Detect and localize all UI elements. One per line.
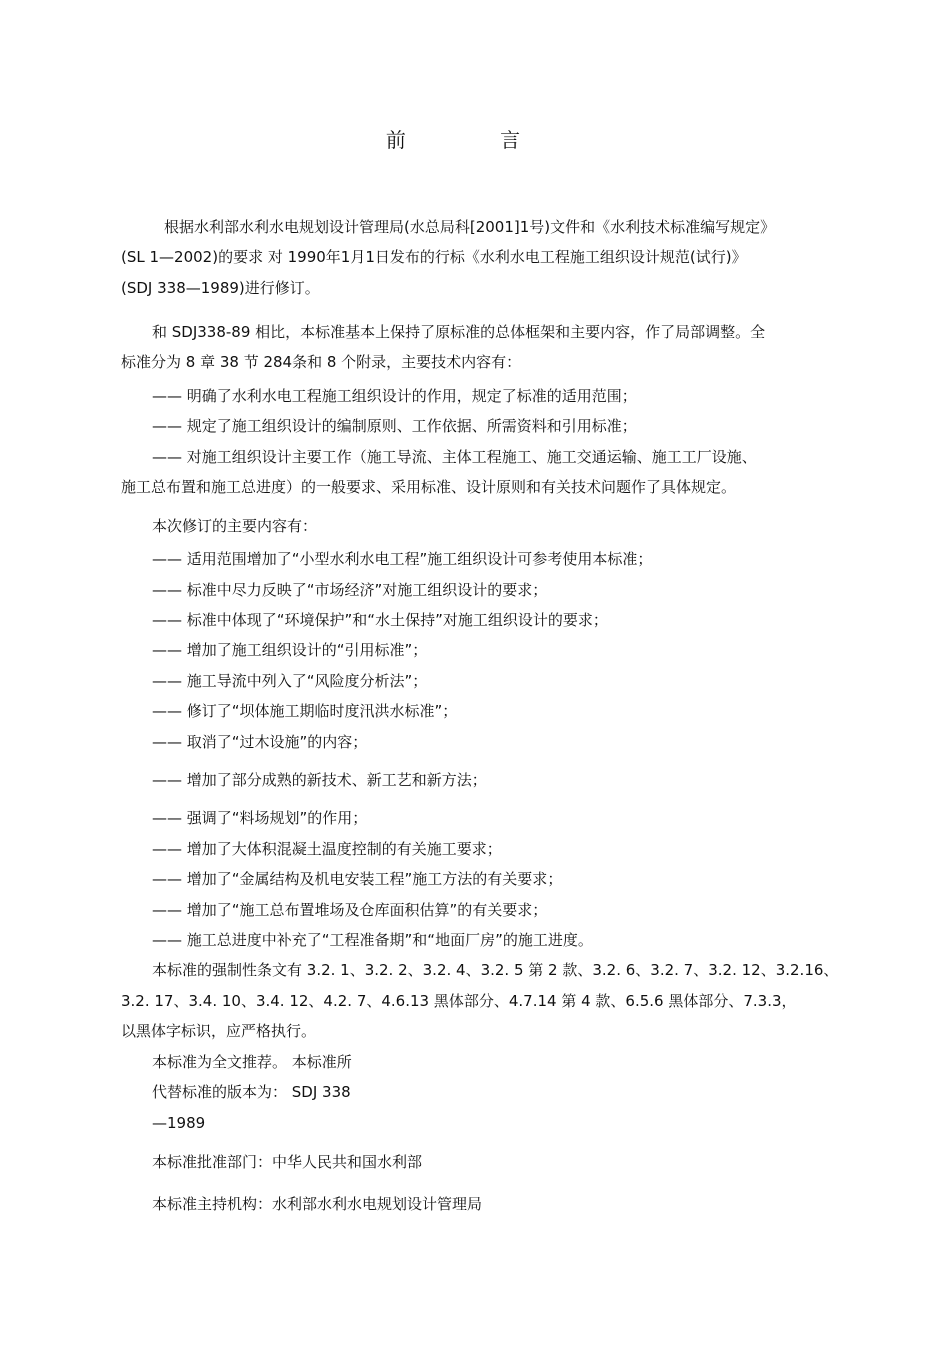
paragraph-line: 代替标准的版本为： SDJ 338	[152, 1083, 351, 1101]
list-item: —— 对施工组织设计主要工作（施工导流、主体工程施工、施工交通运输、施工工厂设施、	[152, 448, 757, 466]
host-organization: 本标准主持机构：水利部水利水电规划设计管理局	[152, 1195, 483, 1213]
paragraph-line: (SDJ 338—1989)进行修订。	[121, 279, 320, 297]
paragraph-line: 3.2. 17、3.4. 10、3.4. 12、4.2. 7、4.6.13 黑体部分、4.7.14 第 4 款、6.5.6 黑体部分、7.3.3，	[121, 992, 797, 1010]
list-item: —— 施工导流中列入了“风险度分析法”；	[152, 672, 428, 690]
list-item: —— 增加了施工组织设计的“引用标准”；	[152, 641, 428, 659]
paragraph-line: 标准分为 8 章 38 节 284条和 8 个附录，主要技术内容有：	[121, 353, 522, 371]
list-item: —— 取消了“过木设施”的内容；	[152, 733, 368, 751]
list-item: —— 增加了大体积混凝土温度控制的有关施工要求；	[152, 840, 502, 858]
list-item: —— 增加了“金属结构及机电安装工程”施工方法的有关要求；	[152, 870, 563, 888]
list-item: —— 标准中尽力反映了“市场经济”对施工组织设计的要求；	[152, 581, 548, 599]
list-item: —— 明确了水利水电工程施工组织设计的作用，规定了标准的适用范围；	[152, 387, 637, 405]
paragraph-line: (SL 1—2002)的要求 对 1990年1月1日发布的行标《水利水电工程施工组织设计规范(试行)》	[121, 248, 747, 266]
list-item: —— 修订了“坝体施工期临时度汛洪水标准”；	[152, 702, 458, 720]
section-heading: 本次修订的主要内容有：	[152, 517, 318, 535]
list-item: —— 增加了“施工总布置堆场及仓库面积估算”的有关要求；	[152, 901, 548, 919]
list-item: —— 适用范围增加了“小型水利水电工程”施工组织设计可参考使用本标准；	[152, 550, 653, 568]
page-title: 前 言	[385, 128, 565, 152]
list-item: —— 标准中体现了“环境保护”和“水土保持”对施工组织设计的要求；	[152, 611, 608, 629]
list-item: —— 强调了“料场规划”的作用；	[152, 809, 368, 827]
paragraph-line: 和 SDJ338-89 相比，本标准基本上保持了原标准的总体框架和主要内容，作了局部调整。全	[152, 323, 766, 341]
paragraph-line: —1989	[152, 1114, 206, 1132]
list-item: —— 施工总进度中补充了“工程准备期”和“地面厂房”的施工进度。	[152, 931, 593, 949]
paragraph-line: 以黑体字标识，应严格执行。	[121, 1022, 317, 1040]
approval-department: 本标准批准部门：中华人民共和国水利部	[152, 1153, 423, 1171]
paragraph-line: 本标准为全文推荐。 本标准所	[152, 1053, 352, 1071]
list-item: —— 规定了施工组织设计的编制原则、工作依据、所需资料和引用标准；	[152, 417, 637, 435]
paragraph-line: 根据水利部水利水电规划设计管理局(水总局科[2001]1号)文件和《水利技术标准编写规定》	[164, 218, 776, 236]
list-item: —— 增加了部分成熟的新技术、新工艺和新方法；	[152, 771, 487, 789]
paragraph-line: 施工总布置和施工总进度）的一般要求、采用标准、设计原则和有关技术问题作了具体规定。	[121, 478, 737, 496]
paragraph-line: 本标准的强制性条文有 3.2. 1、3.2. 2、3.2. 4、3.2. 5 第 2 款、3.2. 6、3.2. 7、3.2. 12、3.2.16、	[152, 961, 839, 979]
